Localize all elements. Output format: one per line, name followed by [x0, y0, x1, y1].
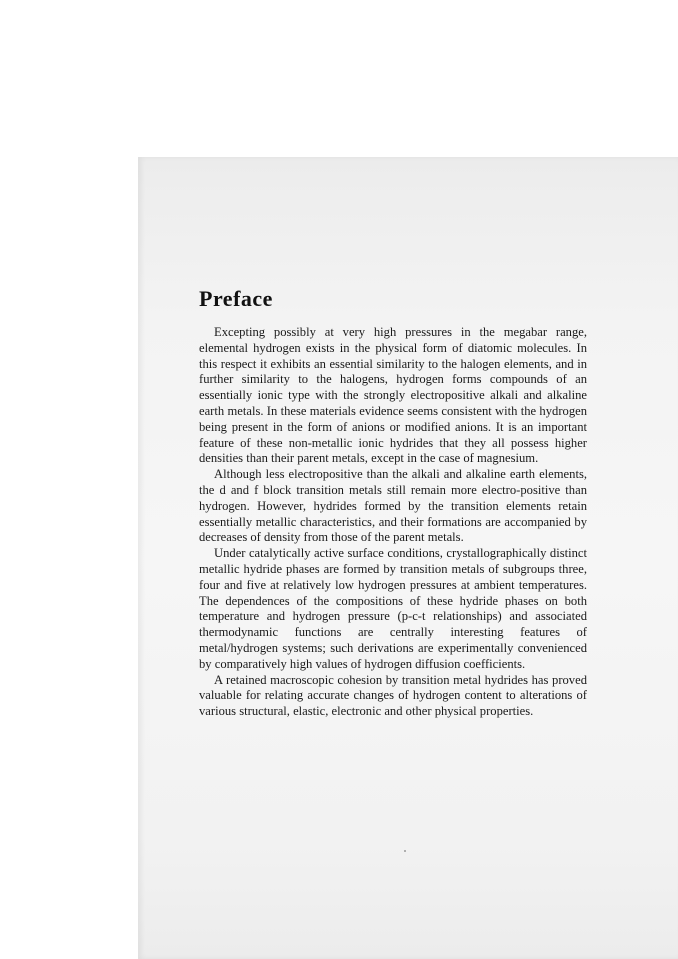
page-title: Preface	[199, 286, 273, 311]
preface-body	[199, 325, 587, 720]
paragraph: A retained macroscopic cohesion by transition metal hydrides has proved valuable for relating accurate changes of hydrogen content to alterations of various structural, elastic, electronic and other physical properties.	[199, 672, 587, 719]
paragraph: Although less electropositive than the alkali and alkaline earth elements, the d and f block transition metals still remain more electro-positive than hydrogen. However, hydrides formed by the transition elements retain essentially metallic characteristics, and their formations are accompanied by decreases of density from those of the parent metals.	[199, 467, 587, 545]
paragraph: Under catalytically active surface conditions, crystallographically distinct metallic hydride phases are formed by transition metals of subgroups three, four and five at relatively low hydrogen pressures at ambient temperatures. The dependences of the compositions of these hydride phases on both temperature and hydrogen pressure (p-c-t relationships) and associated thermodynamic functions are centrally interesting features of metal/hydrogen systems; such derivations are experimentally convenienced by comparatively high values of hydrogen diffusion coefficients.	[199, 546, 587, 671]
paragraph: Excepting possibly at very high pressures in the megabar range, elemental hydrogen exists in the physical form of diatomic molecules. In this respect it exhibits an essential similarity to the halogen elements, and in further similarity to the halogens, hydrogen forms compounds of an essentially ionic type with the strongly electropositive alkali and alkaline earth metals. In these materials evidence seems consistent with the hydrogen being present in the form of anions or modified anions. It is an important feature of these non-metallic ionic hydrides that they all possess higher densities than their parent metals, except in the case of magnesium.	[199, 325, 587, 466]
speck-mark	[404, 850, 406, 852]
